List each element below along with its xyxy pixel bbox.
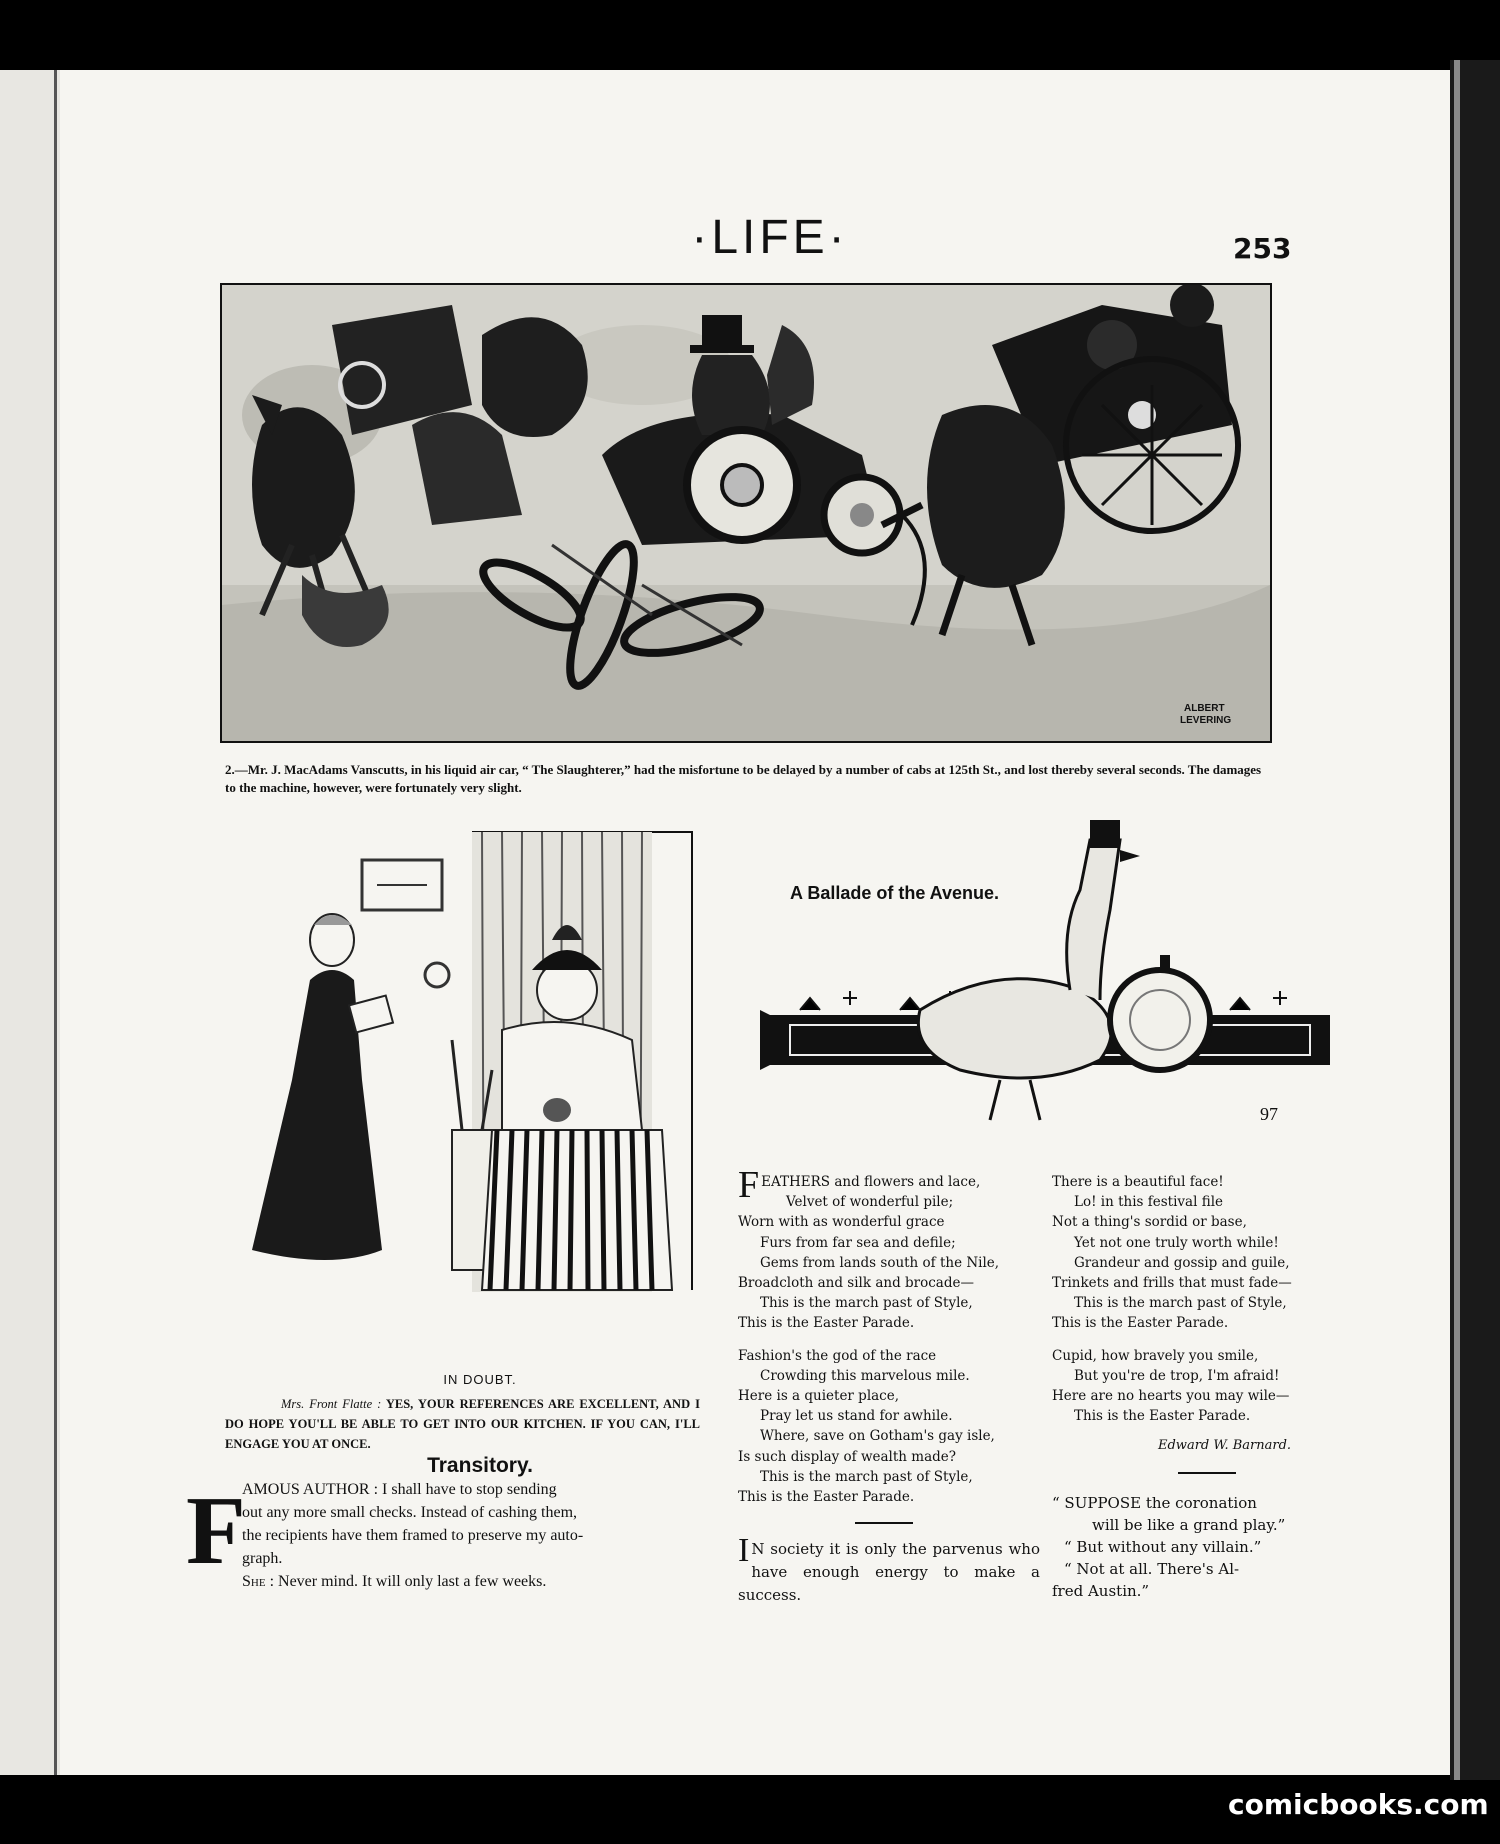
cartoon-speaker: Mrs. Front Flatte : [281, 1397, 382, 1411]
poem-line: This is the Easter Parade. [738, 1315, 915, 1332]
page-number: 253 [1233, 232, 1292, 265]
cartoon-speech: YES, YOUR REFERENCES ARE EXCELLENT, AND I DO HOPE YOU'LL BE ABLE TO GET INTO OUR KITCHEN. IF YOU CAN, I'LL ENGAGE YOU AT ONCE. [225, 1397, 700, 1451]
transitory-line-1: AMOUS AUTHOR : I shall have to stop sending [242, 1481, 557, 1498]
coronation-line: “ Not at all. There's Al- [1064, 1560, 1240, 1578]
ballade-column-1 [738, 1164, 1038, 1507]
top-illustration [220, 283, 1272, 743]
transitory-dropcap: F [186, 1477, 246, 1585]
she-text: : Never mind. It will only last a few weeks. [269, 1573, 547, 1590]
artist-signature: ALBERT [1184, 703, 1225, 714]
ballade-header-illustration [740, 820, 1352, 1140]
ballade-author: Edward W. Barnard. [1158, 1438, 1292, 1453]
cartoon-title: IN DOUBT. [443, 1372, 517, 1387]
poem-line: Furs from far sea and defile; [760, 1234, 956, 1251]
parvenu-text: N society it is only the parvenus who have enough energy to make a success. [738, 1540, 1040, 1604]
poem-line: This is the Easter Parade. [1074, 1408, 1251, 1425]
transitory-text [242, 1478, 702, 1593]
poem-line: Pray let us stand for awhile. [760, 1408, 953, 1425]
poem-line: This is the march past of Style, [760, 1468, 973, 1485]
watermark-text: comicbooks.com [1228, 1788, 1489, 1821]
poem-line: Here is a quieter place, [738, 1388, 900, 1405]
poem-line: Lo! in this festival file [1074, 1194, 1224, 1211]
poem-line: But you're de trop, I'm afraid! [1074, 1367, 1280, 1384]
parvenu-paragraph [738, 1532, 1040, 1607]
poem-line: This is the march past of Style, [760, 1295, 973, 1312]
she-label: She [242, 1573, 266, 1590]
poem-line: Not a thing's sordid or base, [1052, 1214, 1247, 1231]
book-binding-edge [1450, 60, 1500, 1780]
poem-line: Grandeur and gossip and guile, [1074, 1254, 1290, 1271]
coronation-line: “ SUPPOSE the coronation [1052, 1494, 1257, 1512]
poem-line: Broadcloth and silk and brocade— [738, 1275, 974, 1292]
poem-line: Yet not one truly worth while! [1074, 1234, 1279, 1251]
ballade-title: A Ballade of the Avenue. [790, 883, 1000, 903]
transitory-line-4: graph. [242, 1550, 283, 1567]
poem-line: Fashion's the god of the race [738, 1347, 937, 1364]
poem-line: There is a beautiful face! [1052, 1174, 1224, 1190]
poem-line: This is the march past of Style, [1074, 1295, 1287, 1312]
poem-line: Gems from lands south of the Nile, [760, 1254, 1000, 1271]
poem-line: Crowding this marvelous mile. [760, 1367, 970, 1384]
previous-page-edge [0, 70, 60, 1775]
poem-line: Trinkets and frills that must fade— [1052, 1275, 1292, 1292]
poem-line: This is the Easter Parade. [738, 1489, 915, 1506]
ballade-dropcap: F [738, 1164, 760, 1206]
poem-line: This is the Easter Parade. [1052, 1315, 1229, 1332]
poem-line [738, 1334, 1038, 1346]
svg-text:LEVERING: LEVERING [1180, 715, 1232, 726]
coronation-joke [1052, 1492, 1342, 1602]
poem-line: Worn with as wonderful grace [738, 1214, 945, 1231]
coronation-line: fred Austin.” [1052, 1582, 1150, 1600]
cartoon-in-doubt [222, 830, 696, 1328]
cartoon-caption [225, 1394, 700, 1454]
divider-rule [1178, 1472, 1236, 1474]
ballade-column-2 [1052, 1172, 1352, 1426]
parvenu-dropcap: I [738, 1532, 750, 1569]
poem-line: Where, save on Gotham's gay isle, [760, 1428, 995, 1445]
poem-line: Velvet of wonderful pile; [786, 1194, 954, 1211]
poem-line: EATHERS and flowers and lace, [761, 1174, 981, 1190]
divider-rule [855, 1522, 913, 1524]
coronation-line: will be like a grand play.” [1092, 1516, 1286, 1534]
masthead: ·LIFE· [691, 211, 849, 264]
transitory-line-2: out any more small checks. Instead of cashing them, [242, 1504, 578, 1521]
poem-line [1052, 1334, 1352, 1346]
transitory-line-3: the recipients have them framed to preserve my auto- [242, 1527, 584, 1544]
coronation-line: “ But without any villain.” [1064, 1538, 1262, 1556]
poem-line: Here are no hearts you may wile— [1052, 1388, 1290, 1405]
poem-line: Cupid, how bravely you smile, [1052, 1347, 1259, 1364]
top-illustration-caption: 2.—Mr. J. MacAdams Vanscutts, in his liquid air car, “ The Slaughterer,” had the misfortune to be delayed by a number of cabs at 125th St., and lost thereby several seconds. The damages to the machine, however, were fortunately very slight. [225, 762, 1262, 795]
poem-line: Is such display of wealth made? [738, 1448, 956, 1465]
svg-text:97: 97 [1260, 1104, 1278, 1124]
transitory-heading: Transitory. [427, 1454, 533, 1477]
